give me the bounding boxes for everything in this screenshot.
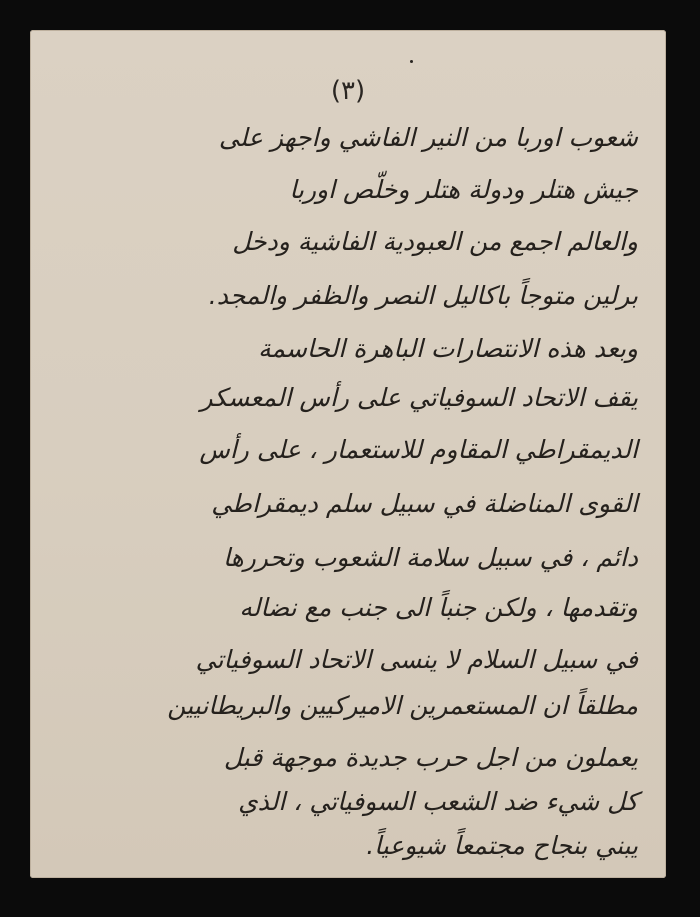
text-line: يعملون من اجل حرب جديدة موجهة قبل xyxy=(223,743,638,772)
text-line: وتقدمها ، ولكن جنباً الى جنب مع نضاله xyxy=(239,593,638,622)
text-line: يقف الاتحاد السوفياتي على رأس المعسكر xyxy=(200,383,638,412)
text-line: كل شيء ضد الشعب السوفياتي ، الذي xyxy=(238,787,638,816)
ink-mark xyxy=(410,60,413,63)
text-line: والعالم اجمع من العبودية الفاشية ودخل xyxy=(232,227,638,256)
text-line: القوى المناضلة في سبيل سلم ديمقراطي xyxy=(211,489,638,518)
text-line: برلين متوجاً باكاليل النصر والظفر والمجد. xyxy=(208,281,638,310)
text-line: شعوب اوربا من النير الفاشي واجهز على xyxy=(218,123,638,152)
text-line: جيش هتلر ودولة هتلر وخلّص اوربا xyxy=(289,175,638,204)
text-line: مطلقاً ان المستعمرين الاميركيين والبريطانيين xyxy=(167,691,638,720)
manuscript-page xyxy=(30,30,666,878)
page-number: (٣) xyxy=(330,76,366,106)
text-line: الديمقراطي المقاوم للاستعمار ، على رأس xyxy=(199,435,638,464)
text-line: دائم ، في سبيل سلامة الشعوب وتحررها xyxy=(222,543,638,572)
text-line: يبني بنجاح مجتمعاً شيوعياً. xyxy=(366,831,638,860)
text-line: وبعد هذه الانتصارات الباهرة الحاسمة xyxy=(258,334,638,363)
text-line: في سبيل السلام لا ينسى الاتحاد السوفياتي xyxy=(195,645,638,674)
